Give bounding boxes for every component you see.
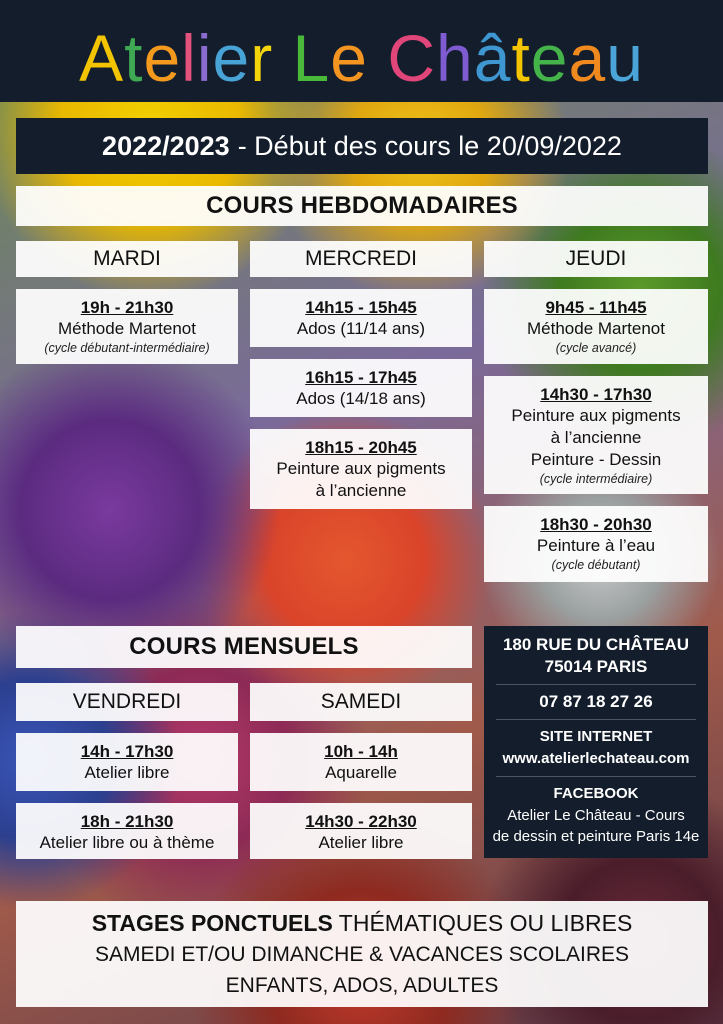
- title-letter: t: [124, 21, 144, 95]
- title-letter: a: [568, 21, 607, 95]
- slot-time: 9h45 - 11h45: [545, 298, 647, 317]
- slot-desc-3: Peinture - Dessin: [530, 450, 662, 469]
- slot-vendredi-1: [16, 733, 238, 791]
- slot-time: 18h15 - 20h45: [305, 438, 417, 457]
- slot-mercredi-2: [250, 359, 472, 417]
- season-start: - Début des cours le 20/09/2022: [237, 130, 622, 161]
- slot-desc: Atelier libre: [318, 833, 404, 852]
- title-letter: t: [511, 21, 531, 95]
- workshops-line-2: SAMEDI ET/OU DIMANCHE & VACANCES SCOLAIRES: [94, 942, 630, 966]
- title-letter: â: [473, 21, 512, 95]
- title-letter: e: [330, 21, 368, 95]
- slot-note: (cycle débutant-intermédiaire): [44, 341, 210, 355]
- address-line-2: 75014 PARIS: [544, 657, 648, 676]
- slot-time: 14h30 - 17h30: [540, 385, 652, 404]
- slot-desc-2: à l’ancienne: [550, 428, 642, 447]
- day-samedi: SAMEDI: [250, 683, 472, 721]
- title-letter: e: [143, 21, 182, 95]
- day-mercredi: MERCREDI: [250, 241, 472, 277]
- slot-jeudi-2: [484, 376, 708, 494]
- title-letter: C: [387, 21, 436, 95]
- title-letter: i: [196, 21, 213, 95]
- divider: [496, 776, 696, 777]
- address-line-1: 180 RUE DU CHÂTEAU: [502, 635, 690, 654]
- title-letter: u: [606, 21, 644, 95]
- slot-desc: Méthode Martenot: [527, 319, 665, 338]
- slot-desc: Méthode Martenot: [58, 319, 196, 338]
- slot-desc: Atelier libre ou à thème: [39, 833, 215, 852]
- workshops-title: STAGES PONCTUELS: [91, 909, 333, 936]
- slot-note: (cycle débutant): [551, 558, 641, 572]
- workshops-line-1: [92, 908, 633, 939]
- title-letter: [273, 20, 292, 96]
- weekly-heading: COURS HEBDOMADAIRES: [16, 186, 708, 226]
- facebook-label: FACEBOOK: [553, 785, 639, 802]
- slot-samedi-2: [250, 803, 472, 859]
- title-letter: h: [436, 21, 474, 95]
- slot-desc-2: à l’ancienne: [315, 481, 407, 500]
- slot-time: 14h30 - 22h30: [305, 812, 417, 831]
- slot-desc: Atelier libre: [84, 763, 170, 782]
- contact-box: [484, 626, 708, 858]
- day-vendredi: VENDREDI: [16, 683, 238, 721]
- slot-desc: Peinture aux pigments: [511, 406, 681, 425]
- slot-jeudi-3: [484, 506, 708, 582]
- website-label: SITE INTERNET: [539, 728, 653, 745]
- facebook-page-line-2[interactable]: de dessin et peinture Paris 14e: [492, 828, 700, 845]
- workshops-subtitle: THÉMATIQUES OU LIBRES: [338, 909, 633, 936]
- slot-vendredi-2: [16, 803, 238, 859]
- slot-time: 14h15 - 15h45: [305, 298, 417, 317]
- slot-time: 19h - 21h30: [80, 298, 174, 317]
- slot-desc: Ados (14/18 ans): [296, 389, 426, 408]
- slot-desc: Aquarelle: [325, 763, 397, 782]
- title-letter: A: [79, 21, 125, 95]
- slot-time: 10h - 14h: [324, 742, 398, 761]
- title-letter: r: [250, 21, 274, 95]
- title-letter: [368, 20, 387, 96]
- slot-mercredi-1: [250, 289, 472, 347]
- slot-note: (cycle avancé): [555, 341, 637, 355]
- slot-desc: Peinture à l’eau: [536, 536, 656, 555]
- slot-time: 16h15 - 17h45: [305, 368, 417, 387]
- divider: [496, 684, 696, 685]
- phone-number[interactable]: 07 87 18 27 26: [539, 692, 653, 711]
- divider: [496, 719, 696, 720]
- title-letter: e: [530, 21, 569, 95]
- slot-desc: Peinture aux pigments: [276, 459, 446, 478]
- slot-mardi-1: [16, 289, 238, 364]
- season-banner: [16, 118, 708, 174]
- title-letter: L: [292, 21, 331, 95]
- slot-note: (cycle intermédiaire): [539, 472, 653, 486]
- workshops-banner: [16, 901, 708, 1007]
- slot-desc: Ados (11/14 ans): [296, 319, 426, 338]
- day-jeudi: JEUDI: [484, 241, 708, 277]
- slot-time: 18h30 - 20h30: [540, 515, 652, 534]
- title-letter: l: [181, 21, 197, 95]
- slot-samedi-1: [250, 733, 472, 791]
- slot-time: 18h - 21h30: [80, 812, 174, 831]
- slot-mercredi-3: [250, 429, 472, 509]
- season-years: 2022/2023: [102, 130, 230, 161]
- day-mardi: MARDI: [16, 241, 238, 277]
- facebook-page-line-1[interactable]: Atelier Le Château - Cours: [507, 807, 685, 824]
- title-letter: e: [212, 21, 251, 95]
- monthly-heading: COURS MENSUELS: [16, 626, 472, 668]
- atelier-title: [0, 18, 723, 98]
- website-link[interactable]: www.atelierlechateau.com: [502, 750, 690, 767]
- workshops-line-3: ENFANTS, ADOS, ADULTES: [225, 973, 499, 997]
- slot-jeudi-1: [484, 289, 708, 364]
- slot-time: 14h - 17h30: [80, 742, 174, 761]
